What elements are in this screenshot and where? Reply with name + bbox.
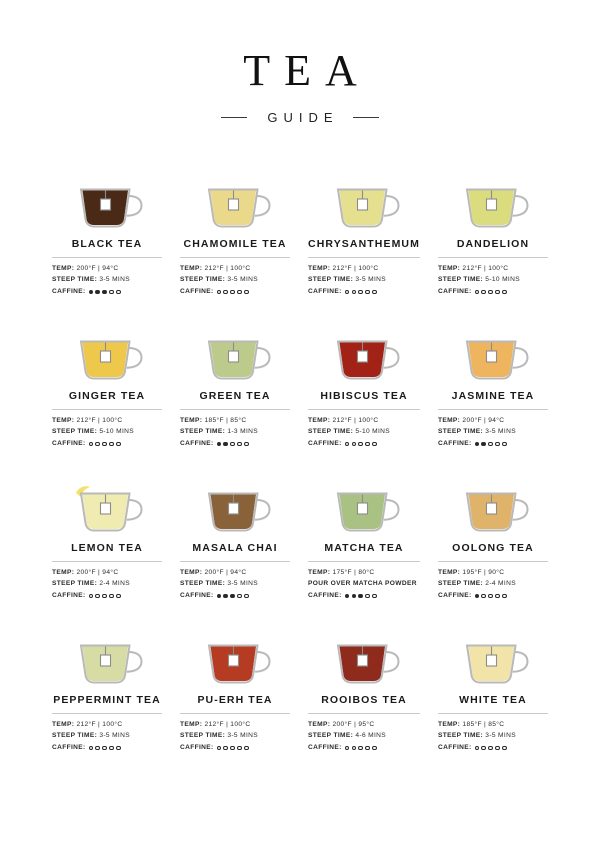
spec-caffine bbox=[308, 743, 420, 754]
caffine-dot-empty bbox=[244, 594, 248, 598]
spec-caffine bbox=[308, 591, 420, 602]
spec-caffine-label: CAFFINE: bbox=[437, 743, 472, 751]
tea-card[interactable] bbox=[180, 325, 290, 449]
spec-steep-time bbox=[438, 427, 548, 438]
caffine-dot-empty bbox=[109, 290, 113, 294]
spec-temperature-value: 212°F | 100°C bbox=[462, 265, 509, 273]
spec-caffine bbox=[180, 439, 290, 450]
spec-temperature-value: 212°F | 100°C bbox=[76, 721, 123, 729]
tea-cup-illustration bbox=[180, 477, 290, 535]
tea-specs bbox=[180, 562, 290, 601]
page-subtitle: GUIDE bbox=[267, 110, 339, 126]
tea-name: DANDELION bbox=[438, 238, 548, 258]
tea-cup-illustration bbox=[438, 477, 548, 535]
caffine-dot-empty bbox=[365, 442, 369, 446]
caffine-dot-empty bbox=[244, 746, 248, 750]
tea-card[interactable] bbox=[52, 173, 162, 297]
spec-temperature-label: TEMP: bbox=[180, 569, 203, 577]
tea-cup-illustration bbox=[308, 325, 420, 383]
spec-temperature-value: 212°F | 100°C bbox=[76, 417, 123, 425]
spec-steep-label: STEEP TIME: bbox=[52, 427, 98, 435]
caffine-dot-empty bbox=[488, 746, 492, 750]
spec-caffine-label: CAFFINE: bbox=[180, 591, 214, 599]
caffine-dot-filled bbox=[95, 290, 99, 294]
spec-temperature bbox=[52, 568, 162, 579]
caffine-dot-empty bbox=[345, 746, 349, 750]
spec-temperature bbox=[308, 264, 420, 275]
tea-specs bbox=[308, 410, 420, 449]
caffine-dot-empty bbox=[365, 594, 369, 598]
spec-steep-label: STEEP TIME: bbox=[180, 731, 226, 739]
caffine-dot-empty bbox=[230, 746, 234, 750]
caffine-dot-empty bbox=[244, 442, 248, 446]
spec-caffine bbox=[438, 439, 548, 450]
spec-caffine-label: CAFFINE: bbox=[437, 591, 472, 599]
caffine-dot-empty bbox=[109, 442, 113, 446]
spec-temperature-label: TEMP: bbox=[437, 569, 461, 577]
tea-card[interactable] bbox=[180, 477, 290, 601]
tea-name: GINGER TEA bbox=[52, 390, 162, 410]
spec-caffine-label: CAFFINE: bbox=[308, 439, 342, 447]
tea-cup-illustration bbox=[438, 325, 548, 383]
tea-specs bbox=[52, 562, 162, 601]
caffine-dot-filled bbox=[223, 594, 227, 598]
tea-cup-illustration bbox=[438, 173, 548, 231]
spec-temperature-value: 185°F | 85°C bbox=[204, 417, 247, 425]
spec-caffine bbox=[180, 743, 290, 754]
caffine-dot-empty bbox=[352, 290, 356, 294]
caffine-dot-empty bbox=[345, 442, 349, 446]
tea-card[interactable] bbox=[308, 477, 420, 601]
spec-caffine bbox=[52, 439, 162, 450]
spec-steep-time bbox=[308, 731, 420, 742]
tea-specs bbox=[52, 714, 162, 753]
caffine-dot-empty bbox=[502, 594, 506, 598]
tea-name: PEPPERMINT TEA bbox=[52, 694, 162, 714]
caffine-dot-empty bbox=[481, 594, 485, 598]
caffine-rating bbox=[475, 594, 507, 598]
caffine-rating bbox=[345, 442, 377, 446]
caffine-dot-empty bbox=[116, 594, 120, 598]
caffine-dot-empty bbox=[237, 442, 241, 446]
spec-temperature-value: 200°F | 94°C bbox=[204, 569, 247, 577]
spec-caffine bbox=[52, 743, 162, 754]
spec-steep-value: 3-5 MINS bbox=[485, 427, 516, 435]
caffine-dot-empty bbox=[237, 290, 241, 294]
caffine-rating bbox=[475, 442, 507, 446]
spec-temperature-value: 200°F | 94°C bbox=[462, 417, 505, 425]
spec-temperature-label: TEMP: bbox=[308, 417, 331, 425]
spec-steep-label: STEEP TIME: bbox=[52, 275, 98, 283]
caffine-dot-filled bbox=[223, 442, 227, 446]
spec-steep-time bbox=[52, 275, 162, 286]
tea-name: JASMINE TEA bbox=[438, 390, 548, 410]
caffine-rating bbox=[345, 746, 377, 750]
caffine-dot-empty bbox=[345, 290, 349, 294]
tea-card[interactable] bbox=[52, 325, 162, 449]
spec-steep-label: STEEP TIME: bbox=[52, 731, 98, 739]
caffine-dot-empty bbox=[372, 594, 376, 598]
tea-card[interactable] bbox=[438, 629, 548, 753]
tea-card[interactable] bbox=[52, 477, 162, 601]
spec-temperature bbox=[438, 416, 548, 427]
caffine-dot-empty bbox=[495, 594, 499, 598]
caffine-dot-empty bbox=[502, 442, 506, 446]
tea-cup-illustration bbox=[52, 629, 162, 687]
caffine-dot-empty bbox=[230, 442, 234, 446]
spec-steep-value: 3-5 MINS bbox=[355, 275, 387, 283]
spec-steep-time bbox=[180, 275, 290, 286]
spec-caffine bbox=[308, 439, 420, 450]
spec-caffine bbox=[438, 591, 548, 602]
spec-steep-time bbox=[438, 731, 548, 742]
spec-steep-label: STEEP TIME: bbox=[437, 731, 484, 739]
tea-cup-illustration bbox=[180, 629, 290, 687]
caffine-dot-empty bbox=[475, 290, 479, 294]
tea-name: MATCHA TEA bbox=[308, 542, 420, 562]
tea-specs bbox=[438, 410, 548, 449]
tea-name: HIBISCUS TEA bbox=[308, 390, 420, 410]
caffine-rating bbox=[89, 290, 121, 294]
spec-caffine bbox=[180, 287, 290, 298]
spec-steep-value: 5-10 MINS bbox=[99, 427, 134, 435]
caffine-dot-empty bbox=[95, 594, 99, 598]
spec-temperature-label: TEMP: bbox=[437, 265, 461, 273]
caffine-dot-filled bbox=[217, 594, 221, 598]
caffine-dot-empty bbox=[89, 746, 93, 750]
tea-card[interactable] bbox=[308, 173, 420, 297]
spec-steep-time bbox=[180, 731, 290, 742]
tea-name: WHITE TEA bbox=[438, 694, 548, 714]
spec-steep-value: 3-5 MINS bbox=[227, 731, 258, 739]
spec-caffine bbox=[180, 591, 290, 602]
caffine-rating bbox=[89, 746, 121, 750]
spec-temperature-value: 200°F | 95°C bbox=[332, 721, 375, 729]
caffine-dot-empty bbox=[217, 290, 221, 294]
caffine-dot-empty bbox=[223, 290, 227, 294]
tea-cup-illustration bbox=[438, 629, 548, 687]
spec-temperature-value: 195°F | 90°C bbox=[462, 569, 505, 577]
spec-temperature-value: 175°F | 80°C bbox=[332, 569, 375, 577]
tea-specs bbox=[438, 258, 548, 297]
caffine-dot-empty bbox=[237, 746, 241, 750]
tea-specs bbox=[180, 410, 290, 449]
spec-temperature-label: TEMP: bbox=[308, 569, 331, 577]
spec-caffine-label: CAFFINE: bbox=[180, 439, 214, 447]
tea-specs bbox=[52, 258, 162, 297]
caffine-dot-empty bbox=[488, 442, 492, 446]
spec-steep-time bbox=[308, 579, 420, 590]
tea-cup-illustration bbox=[52, 325, 162, 383]
spec-steep-label: STEEP TIME: bbox=[308, 427, 354, 435]
spec-steep-value: 5-10 MINS bbox=[485, 275, 520, 283]
subtitle-row bbox=[52, 110, 548, 125]
caffine-dot-empty bbox=[481, 290, 485, 294]
tea-specs bbox=[438, 562, 548, 601]
tea-cup-illustration bbox=[308, 173, 420, 231]
spec-caffine-label: CAFFINE: bbox=[308, 743, 342, 751]
tea-grid bbox=[52, 173, 548, 753]
spec-steep-label: STEEP TIME: bbox=[437, 427, 484, 435]
spec-temperature-label: TEMP: bbox=[180, 265, 203, 273]
caffine-rating bbox=[89, 442, 121, 446]
caffine-dot-empty bbox=[365, 290, 369, 294]
spec-temperature bbox=[180, 416, 290, 427]
spec-temperature-label: TEMP: bbox=[52, 721, 75, 729]
tea-cup-illustration bbox=[52, 173, 162, 231]
spec-temperature bbox=[180, 264, 290, 275]
tea-name: LEMON TEA bbox=[52, 542, 162, 562]
spec-caffine bbox=[438, 287, 548, 298]
tea-cup-illustration bbox=[52, 477, 162, 535]
spec-caffine-label: CAFFINE: bbox=[308, 287, 342, 295]
spec-temperature-value: 212°F | 100°C bbox=[204, 721, 251, 729]
spec-temperature bbox=[180, 568, 290, 579]
caffine-dot-empty bbox=[217, 746, 221, 750]
spec-temperature bbox=[52, 416, 162, 427]
caffine-rating bbox=[475, 290, 507, 294]
spec-steep-time bbox=[52, 427, 162, 438]
caffine-dot-empty bbox=[237, 594, 241, 598]
caffine-dot-empty bbox=[223, 746, 227, 750]
spec-temperature-value: 185°F | 85°C bbox=[462, 721, 505, 729]
spec-steep-note: POUR OVER MATCHA POWDER bbox=[308, 579, 417, 587]
tea-specs bbox=[180, 258, 290, 297]
caffine-dot-filled bbox=[345, 594, 349, 598]
caffine-dot-empty bbox=[495, 746, 499, 750]
tea-card[interactable] bbox=[52, 629, 162, 753]
spec-temperature bbox=[308, 720, 420, 731]
spec-steep-value: 3-5 MINS bbox=[99, 731, 130, 739]
caffine-rating bbox=[475, 746, 507, 750]
spec-steep-value: 4-6 MINS bbox=[355, 731, 387, 739]
spec-steep-value: 3-5 MINS bbox=[485, 731, 516, 739]
caffine-dot-empty bbox=[502, 746, 506, 750]
caffine-rating bbox=[217, 442, 249, 446]
spec-temperature bbox=[52, 720, 162, 731]
caffine-dot-filled bbox=[481, 442, 485, 446]
tea-name: BLACK TEA bbox=[52, 238, 162, 258]
caffine-dot-filled bbox=[352, 594, 356, 598]
spec-steep-label: STEEP TIME: bbox=[437, 275, 484, 283]
spec-steep-value: 3-5 MINS bbox=[227, 579, 258, 587]
spec-temperature bbox=[52, 264, 162, 275]
spec-caffine bbox=[308, 287, 420, 298]
spec-temperature-value: 200°F | 94°C bbox=[76, 265, 119, 273]
spec-steep-time bbox=[52, 579, 162, 590]
caffine-dot-filled bbox=[358, 594, 362, 598]
caffine-dot-empty bbox=[372, 290, 376, 294]
spec-steep-value: 1-3 MINS bbox=[227, 427, 258, 435]
spec-caffine-label: CAFFINE: bbox=[52, 287, 86, 295]
caffine-dot-empty bbox=[495, 290, 499, 294]
spec-caffine-label: CAFFINE: bbox=[437, 439, 472, 447]
caffine-dot-empty bbox=[230, 290, 234, 294]
caffine-dot-empty bbox=[116, 442, 120, 446]
spec-steep-value: 3-5 MINS bbox=[99, 275, 130, 283]
spec-caffine bbox=[52, 287, 162, 298]
tea-card[interactable] bbox=[308, 629, 420, 753]
spec-temperature bbox=[180, 720, 290, 731]
caffine-dot-empty bbox=[352, 442, 356, 446]
caffine-dot-empty bbox=[102, 594, 106, 598]
spec-steep-label: STEEP TIME: bbox=[180, 579, 226, 587]
caffine-dot-empty bbox=[95, 746, 99, 750]
spec-caffine-label: CAFFINE: bbox=[52, 591, 86, 599]
spec-temperature-label: TEMP: bbox=[52, 569, 75, 577]
caffine-dot-empty bbox=[102, 746, 106, 750]
caffine-rating bbox=[217, 746, 249, 750]
spec-steep-label: STEEP TIME: bbox=[180, 427, 226, 435]
caffine-dot-empty bbox=[89, 442, 93, 446]
tea-name: OOLONG TEA bbox=[438, 542, 548, 562]
tea-specs bbox=[308, 562, 420, 601]
divider-right bbox=[353, 117, 379, 118]
spec-temperature-label: TEMP: bbox=[52, 265, 75, 273]
divider-left bbox=[221, 117, 247, 118]
tea-card[interactable] bbox=[308, 325, 420, 449]
caffine-dot-empty bbox=[372, 746, 376, 750]
tea-card[interactable] bbox=[438, 325, 548, 449]
caffine-dot-empty bbox=[358, 290, 362, 294]
caffine-dot-empty bbox=[372, 442, 376, 446]
page-title: TEA bbox=[243, 46, 371, 95]
caffine-dot-empty bbox=[89, 594, 93, 598]
spec-temperature-label: TEMP: bbox=[437, 417, 461, 425]
spec-temperature-label: TEMP: bbox=[180, 417, 203, 425]
spec-steep-label: STEEP TIME: bbox=[437, 579, 484, 587]
spec-temperature-value: 212°F | 100°C bbox=[332, 417, 379, 425]
caffine-dot-empty bbox=[109, 594, 113, 598]
spec-temperature bbox=[308, 568, 420, 579]
spec-caffine-label: CAFFINE: bbox=[180, 287, 214, 295]
spec-steep-label: STEEP TIME: bbox=[180, 275, 226, 283]
caffine-dot-empty bbox=[116, 746, 120, 750]
caffine-dot-empty bbox=[358, 442, 362, 446]
spec-temperature bbox=[438, 720, 548, 731]
tea-specs bbox=[308, 714, 420, 753]
spec-steep-time bbox=[308, 275, 420, 286]
caffine-dot-empty bbox=[475, 746, 479, 750]
caffine-rating bbox=[217, 290, 249, 294]
caffine-dot-empty bbox=[488, 594, 492, 598]
caffine-rating bbox=[345, 594, 377, 598]
tea-card[interactable] bbox=[438, 173, 548, 297]
spec-caffine bbox=[52, 591, 162, 602]
caffine-dot-empty bbox=[95, 442, 99, 446]
caffine-dot-empty bbox=[352, 746, 356, 750]
spec-caffine-label: CAFFINE: bbox=[52, 439, 86, 447]
spec-steep-value: 5-10 MINS bbox=[355, 427, 391, 435]
tea-name: MASALA CHAI bbox=[180, 542, 290, 562]
tea-specs bbox=[180, 714, 290, 753]
caffine-dot-filled bbox=[230, 594, 234, 598]
caffine-dot-filled bbox=[102, 290, 106, 294]
caffine-dot-empty bbox=[502, 290, 506, 294]
tea-card[interactable] bbox=[438, 477, 548, 601]
tea-cup-illustration bbox=[180, 173, 290, 231]
caffine-dot-filled bbox=[475, 442, 479, 446]
tea-cup-illustration bbox=[308, 629, 420, 687]
spec-temperature-label: TEMP: bbox=[437, 721, 461, 729]
spec-temperature-value: 200°F | 94°C bbox=[76, 569, 119, 577]
spec-steep-label: STEEP TIME: bbox=[52, 579, 98, 587]
spec-steep-time bbox=[52, 731, 162, 742]
caffine-dot-filled bbox=[89, 290, 93, 294]
tea-cup-illustration bbox=[180, 325, 290, 383]
caffine-dot-empty bbox=[116, 290, 120, 294]
poster-header bbox=[52, 0, 548, 125]
tea-name: ROOIBOS TEA bbox=[308, 694, 420, 714]
spec-steep-time bbox=[438, 275, 548, 286]
caffine-dot-empty bbox=[488, 290, 492, 294]
spec-temperature-label: TEMP: bbox=[52, 417, 75, 425]
spec-steep-time bbox=[438, 579, 548, 590]
caffine-dot-empty bbox=[244, 290, 248, 294]
tea-specs bbox=[52, 410, 162, 449]
tea-name: CHRYSANTHEMUM bbox=[308, 238, 420, 258]
spec-steep-label: STEEP TIME: bbox=[308, 731, 354, 739]
spec-caffine-label: CAFFINE: bbox=[180, 743, 214, 751]
spec-temperature-value: 212°F | 100°C bbox=[332, 265, 379, 273]
spec-steep-time bbox=[180, 427, 290, 438]
tea-card[interactable] bbox=[180, 173, 290, 297]
caffine-dot-empty bbox=[109, 746, 113, 750]
caffine-rating bbox=[217, 594, 249, 598]
spec-caffine-label: CAFFINE: bbox=[437, 287, 472, 295]
spec-steep-label: STEEP TIME: bbox=[308, 275, 354, 283]
tea-name: PU-ERH TEA bbox=[180, 694, 290, 714]
spec-steep-value: 2-4 MINS bbox=[485, 579, 516, 587]
spec-temperature-value: 212°F | 100°C bbox=[204, 265, 251, 273]
spec-steep-time bbox=[308, 427, 420, 438]
spec-temperature-label: TEMP: bbox=[308, 265, 331, 273]
caffine-dot-filled bbox=[475, 594, 479, 598]
caffine-rating bbox=[89, 594, 121, 598]
caffine-dot-empty bbox=[495, 442, 499, 446]
spec-caffine-label: CAFFINE: bbox=[52, 743, 86, 751]
spec-steep-value: 3-5 MINS bbox=[227, 275, 258, 283]
caffine-dot-filled bbox=[217, 442, 221, 446]
caffine-dot-empty bbox=[358, 746, 362, 750]
spec-temperature bbox=[438, 264, 548, 275]
spec-steep-time bbox=[180, 579, 290, 590]
spec-temperature-label: TEMP: bbox=[308, 721, 331, 729]
caffine-dot-empty bbox=[481, 746, 485, 750]
tea-specs bbox=[308, 258, 420, 297]
caffine-rating bbox=[345, 290, 377, 294]
tea-name: CHAMOMILE TEA bbox=[180, 238, 290, 258]
tea-card[interactable] bbox=[180, 629, 290, 753]
caffine-dot-empty bbox=[365, 746, 369, 750]
spec-steep-value: 2-4 MINS bbox=[99, 579, 130, 587]
tea-name: GREEN TEA bbox=[180, 390, 290, 410]
spec-temperature bbox=[438, 568, 548, 579]
spec-temperature-label: TEMP: bbox=[180, 721, 203, 729]
tea-specs bbox=[438, 714, 548, 753]
spec-caffine-label: CAFFINE: bbox=[308, 591, 342, 599]
caffine-dot-empty bbox=[102, 442, 106, 446]
spec-temperature bbox=[308, 416, 420, 427]
tea-cup-illustration bbox=[308, 477, 420, 535]
spec-caffine bbox=[438, 743, 548, 754]
